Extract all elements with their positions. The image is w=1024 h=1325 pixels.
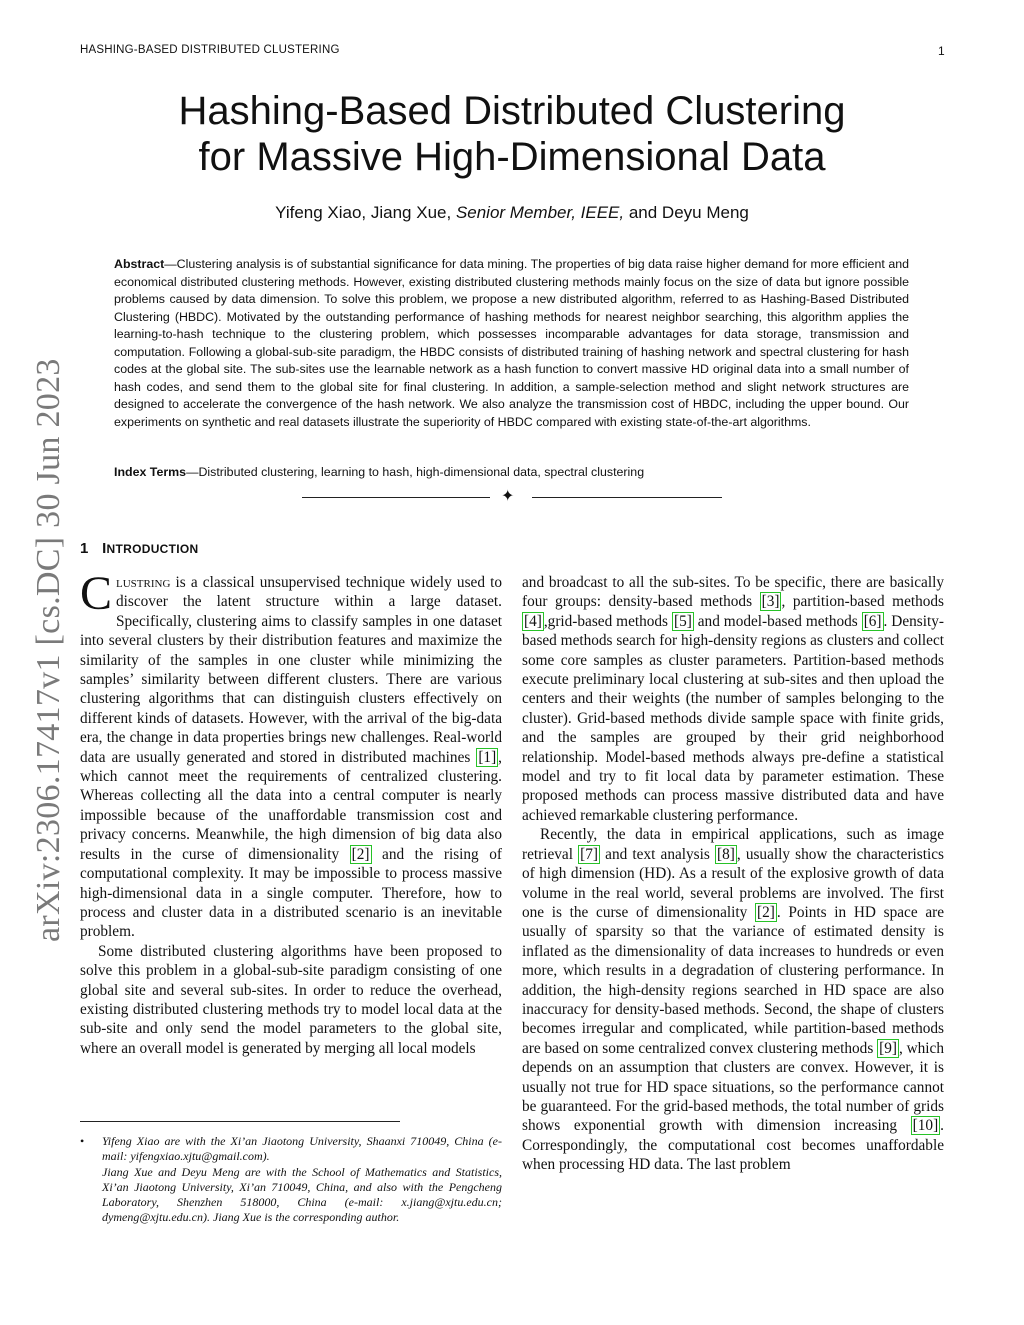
paragraph-text: and broadcast to all the sub-sites. To be specific, there are basically four groups: density-based methods — [522, 574, 944, 611]
citation-link[interactable]: [5] — [673, 612, 692, 630]
section-heading — [80, 540, 199, 557]
footnote-item — [80, 1134, 502, 1165]
paragraph-text: ,grid-based methods — [543, 612, 672, 630]
authors-part-2: and Deyu Meng — [624, 203, 749, 222]
abstract-text: —Clustering analysis is of substantial significance for data mining. The properties of big data raise higher demand for more efficient and economical distributed clustering methods. However, existing distributed clustering methods mainly focus on the size of data but ignore possible problems caused by data dimension. To solve this problem, we propose a new distributed algorithm, referred to as Hashing-Based Distributed Clustering (HBDC). Motivated by the outstanding performance of hashing methods for nearest neighbor searching, this algorithm applies the learning-to-hash technique to the clustering problem, which possesses incomparable advantages for data storage, transmission and computation. Following a global-sub-site paradigm, the HBDC consists of distributed training of hashing network and spectral clustering for hash codes at the global site. The sub-sites use the learnable network as a hash function to convert massive HD original data into a small number of hash codes, and send them to the global site for final clustering. In addition, a sample-selection method and slight network structures are designed to accelerate the convergence of the hash network. We also analyze the transmission cost of HBDC, including the upper bound. Our experiments on synthetic and real datasets illustrate the superiority of HBDC compared with existing state-of-the-art algorithms. — [114, 257, 909, 429]
paragraph-text: and text analysis — [599, 845, 715, 863]
paragraph — [522, 825, 944, 1174]
paragraph-text: . Points in HD space are usually of sparsity so that the variance of estimated density is inflated as the dimensionality of data increases to hundreds or even more, which results in a degradation of clustering performance. In addition, the high-density regions searched in HD space are also inaccuracy for density-based methods. Second, the shape of clusters becomes irregular and complicated, while partition-based methods are based on some centralized convex clustering methods — [522, 903, 944, 1057]
paragraph-text: , which depends on an assumption that clusters are convex. However, it is usually not true for HD space situations, so the performance cannot be guaranteed. For the grid-based methods, the total number of grids shows exponential growth with dimension increasing — [522, 1039, 944, 1135]
drop-cap: C — [80, 567, 113, 620]
section-number: 1 — [80, 540, 89, 557]
author-list — [80, 203, 944, 223]
index-terms-text: —Distributed clustering, learning to hash, high-dimensional data, spectral clustering — [186, 465, 645, 479]
paragraph-text: and the rising of computational complexity. It may be impossible to process massive high-dimensional data in a single computer. Therefore, how to process and cluster data in a distributed scenario is an inevitable problem. — [80, 845, 502, 941]
paragraph — [522, 573, 944, 825]
paragraph: Some distributed clustering algorithms have been proposed to solve this problem in a global-sub-site paradigm consisting of one global site and several sub-sites. In order to reduce the overhead, existing distributed clustering methods try to model local data at the sub-site and only send the model parameters to the global site, where an overall model is generated by merging all local models — [80, 942, 502, 1057]
citation-link[interactable]: [2] — [757, 903, 775, 921]
paper-title — [80, 88, 944, 180]
separator-line-right — [532, 497, 722, 498]
footnote-text: Jiang Xue and Deyu Meng are with the School of Mathematics and Statistics, Xi’an Jiaotong University, Xi’an 710049, China, and also with the Pengcheng Laboratory, Shenzhen 518000, China (e-mail: x.jiang@xjtu.edu.cn; dymeng@xjtu.edu.cn). Jiang Xue is the corresponding author. — [102, 1164, 502, 1225]
separator-line-left — [302, 497, 490, 498]
citation-link[interactable]: [7] — [580, 845, 598, 863]
citation-link[interactable]: [9] — [879, 1039, 897, 1057]
paragraph-text: Recently, the data in empirical applications, such as image retrieval — [522, 826, 944, 863]
paragraph-text: , partition-based methods — [781, 593, 945, 611]
citation-link[interactable]: [1] — [478, 748, 497, 766]
left-column — [80, 567, 502, 1058]
separator-ornament-icon: ✦ — [501, 488, 515, 505]
citation-link[interactable]: [10] — [912, 1117, 939, 1135]
citation-link[interactable]: [2] — [351, 845, 370, 863]
author-role: Senior Member, IEEE, — [455, 203, 625, 222]
arxiv-identifier: arXiv:2306.17417v1 [cs.DC] 30 Jun 2023 — [30, 358, 67, 942]
citation-link[interactable]: [8] — [716, 845, 735, 863]
footnote-item — [80, 1165, 502, 1226]
abstract-label: Abstract — [114, 257, 165, 271]
paragraph-text: . Density-based methods search for high-density regions as clusters and collect some core samples as cluster parameters. Partition-based methods execute preliminary local clustering at sub-sites and then upload the centers and their weights (the number of samples belonging to the cluster). Grid-based methods divide sample space with finite grids, and the samples are grouped by their grid neighborhood relationship. Model-based methods always pre-define a statistical model and try to fit local data by parameter estimation. These proposed methods can process massive distributed data and have achieved remarkable clustering performance. — [522, 612, 944, 824]
bullet-icon: • — [80, 1134, 85, 1148]
authors-part-1: Yifeng Xiao, Jiang Xue, — [275, 203, 456, 222]
paragraph-text: , usually show the characteristics of high dimension (HD). As a result of the explosive growth of data volume in the real world, several problems are involved. The first one is the curse of dimensionality — [522, 845, 944, 921]
paragraph-text: . Correspondingly, the computational cost becomes unaffordable when processing HD data. The last problem — [522, 1117, 944, 1174]
paragraph-text: is a classical unsupervised technique widely used to discover the latent structure within a large dataset. Specifically, clustering aims to classify samples in one dataset into several clusters by their distribution features and maximize the similarity of the samples in one cluster while minimizing the samples’ similarity between different clusters. There are various clustering algorithms that can distinguish clusters effectively on different kinds of datasets. However, with the arrival of the big-data era, the change in data properties brings new challenges. Real-world data are usually generated and stored in distributed machines — [80, 574, 502, 766]
paragraph-text: , which cannot meet the requirements of centralized clustering. Whereas collecting all the data into a central computer is nearly impossible because of the unaffordable transmission cost and privacy concerns. Meanwhile, the high dimension of big data also results in the curse of dimensionality — [80, 748, 502, 863]
index-terms-label: Index Terms — [114, 465, 187, 479]
citation-link[interactable]: [6] — [863, 612, 882, 630]
index-terms — [114, 465, 909, 479]
section-title-initial: I — [102, 540, 107, 557]
title-line-2: for Massive High-Dimensional Data — [198, 135, 826, 179]
citation-link[interactable]: [4] — [524, 612, 542, 630]
running-header: HASHING-BASED DISTRIBUTED CLUSTERING — [80, 44, 340, 56]
abstract — [114, 256, 909, 431]
footnote-text: Yifeng Xiao are with the Xi’an Jiaotong University, Shaanxi 710049, China (e-mail: yifengxiao.xjtu@gmail.com). — [102, 1134, 502, 1164]
title-line-1: Hashing-Based Distributed Clustering — [178, 89, 846, 133]
footnote-rule — [80, 1121, 400, 1122]
citation-link[interactable]: [3] — [761, 593, 780, 611]
opening-word: lustring — [116, 574, 171, 591]
footnotes — [80, 1134, 502, 1226]
paragraph-text: and model-based methods — [693, 612, 862, 630]
page-number: 1 — [938, 44, 945, 58]
paragraph — [80, 567, 502, 942]
section-title-rest: NTRODUCTION — [106, 542, 199, 556]
right-column — [522, 573, 944, 1175]
